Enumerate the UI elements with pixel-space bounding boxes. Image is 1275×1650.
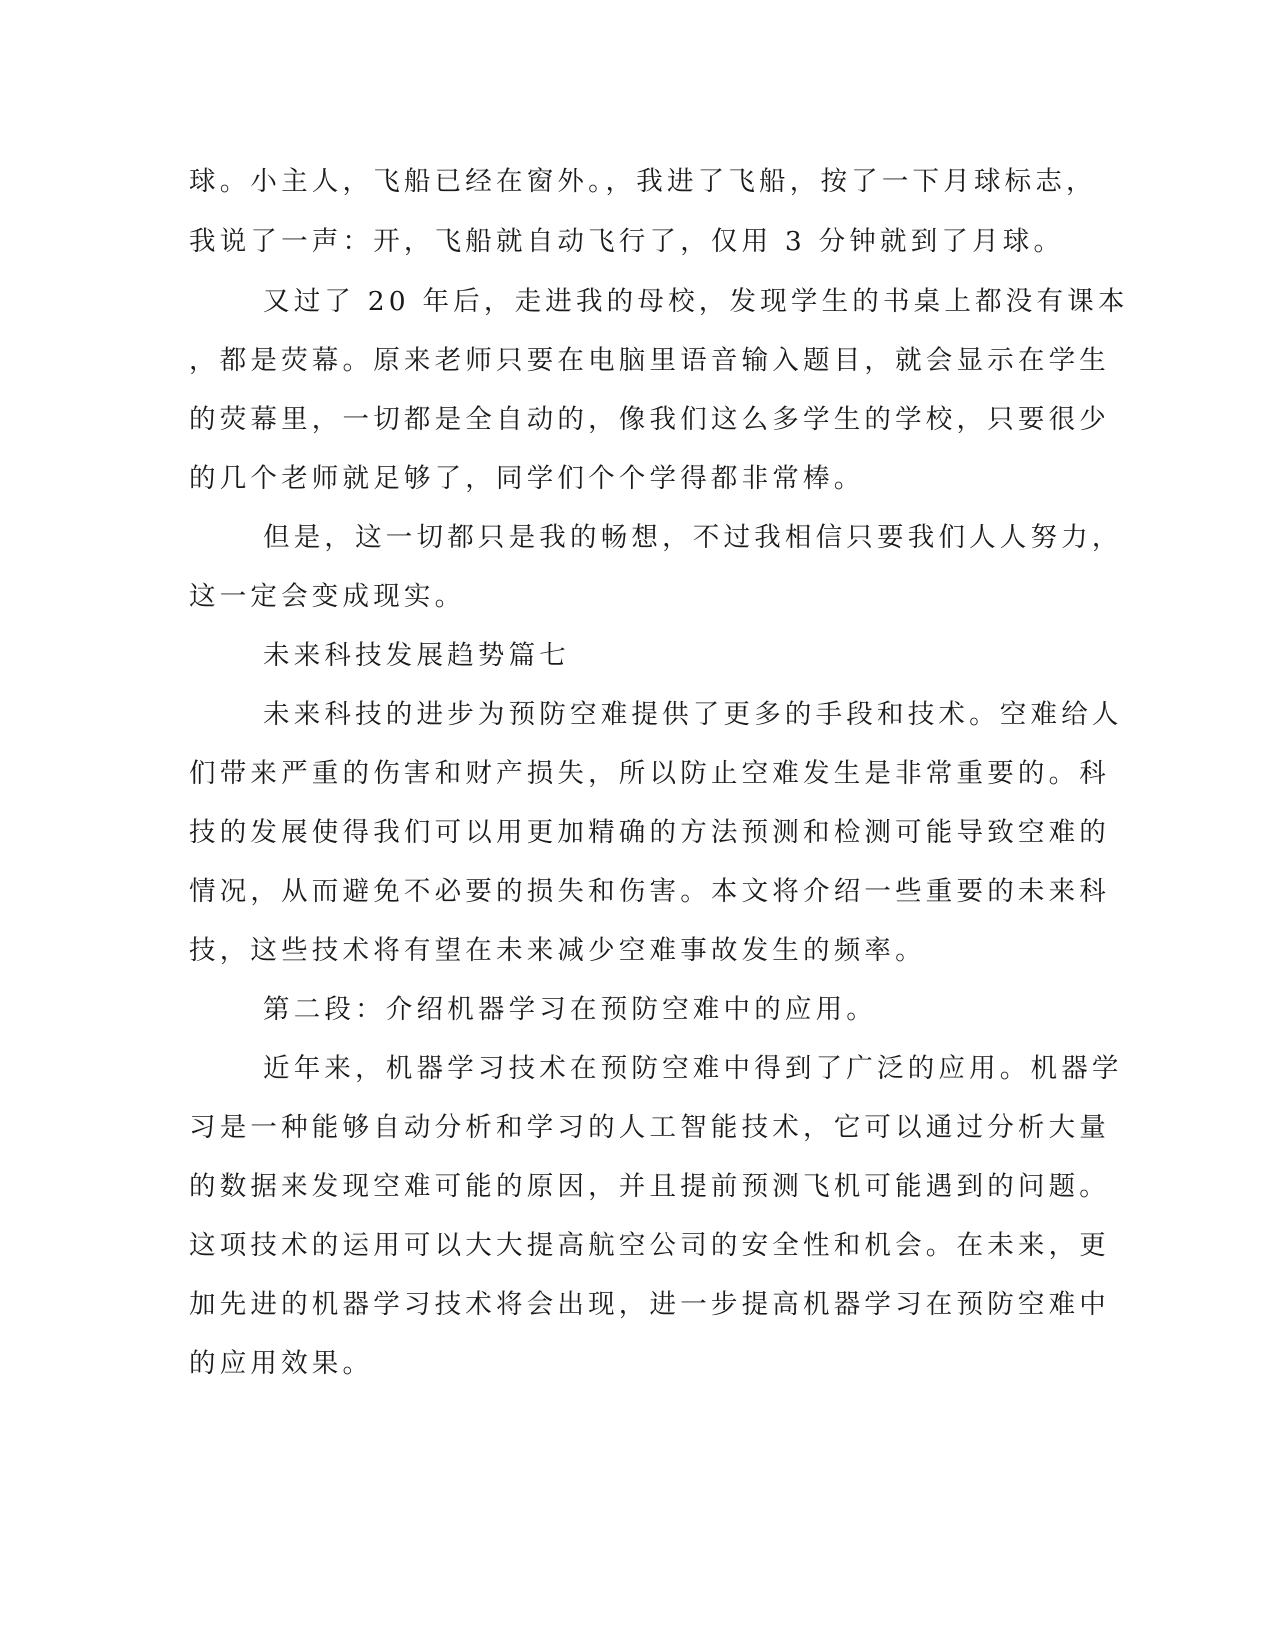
text-line: 们带来严重的伤害和财产损失，所以防止空难发生是非常重要的。科	[189, 758, 1110, 789]
text-line: 未来科技的进步为预防空难提供了更多的手段和技术。空难给人	[263, 699, 1123, 730]
text-line: 的荧幕里，一切都是全自动的，像我们这么多学生的学校，只要很少	[189, 404, 1110, 435]
text-line: 技，这些技术将有望在未来减少空难事故发生的频率。	[189, 935, 926, 966]
text-line: 的数据来发现空难可能的原因，并且提前预测飞机可能遇到的问题。	[189, 1171, 1110, 1202]
text-line: 情况，从而避免不必要的损失和伤害。本文将介绍一些重要的未来科	[189, 876, 1110, 907]
text-line: 近年来，机器学习技术在预防空难中得到了广泛的应用。机器学	[263, 1053, 1123, 1084]
text-line: 这一定会变成现实。	[189, 581, 466, 612]
text-line: 加先进的机器学习技术将会出现，进一步提高机器学习在预防空难中	[189, 1289, 1110, 1320]
section-heading: 第二段：介绍机器学习在预防空难中的应用。	[263, 994, 877, 1025]
text-line: 这项技术的运用可以大大提高航空公司的安全性和机会。在未来，更	[189, 1230, 1110, 1261]
section-heading: 未来科技发展趋势篇七	[263, 640, 570, 671]
text-line: 习是一种能够自动分析和学习的人工智能技术，它可以通过分析大量	[189, 1112, 1110, 1143]
text-line: 技的发展使得我们可以用更加精确的方法预测和检测可能导致空难的	[189, 817, 1110, 848]
text-line: 但是，这一切都只是我的畅想，不过我相信只要我们人人努力，	[263, 522, 1123, 553]
text-line: 我说了一声：开，飞船就自动飞行了，仅用 3 分钟就到了月球。	[189, 226, 1065, 257]
text-line: 又过了 20 年后，走进我的母校，发现学生的书桌上都没有课本	[263, 286, 1129, 317]
text-line: 的几个老师就足够了，同学们个个学得都非常棒。	[189, 463, 865, 494]
text-line: 的应用效果。	[189, 1348, 374, 1379]
text-line: 球。小主人，飞船已经在窗外。，我进了飞船，按了一下月球标志，	[189, 166, 1097, 197]
text-line: ，都是荧幕。原来老师只要在电脑里语音输入题目，就会显示在学生	[189, 345, 1110, 376]
